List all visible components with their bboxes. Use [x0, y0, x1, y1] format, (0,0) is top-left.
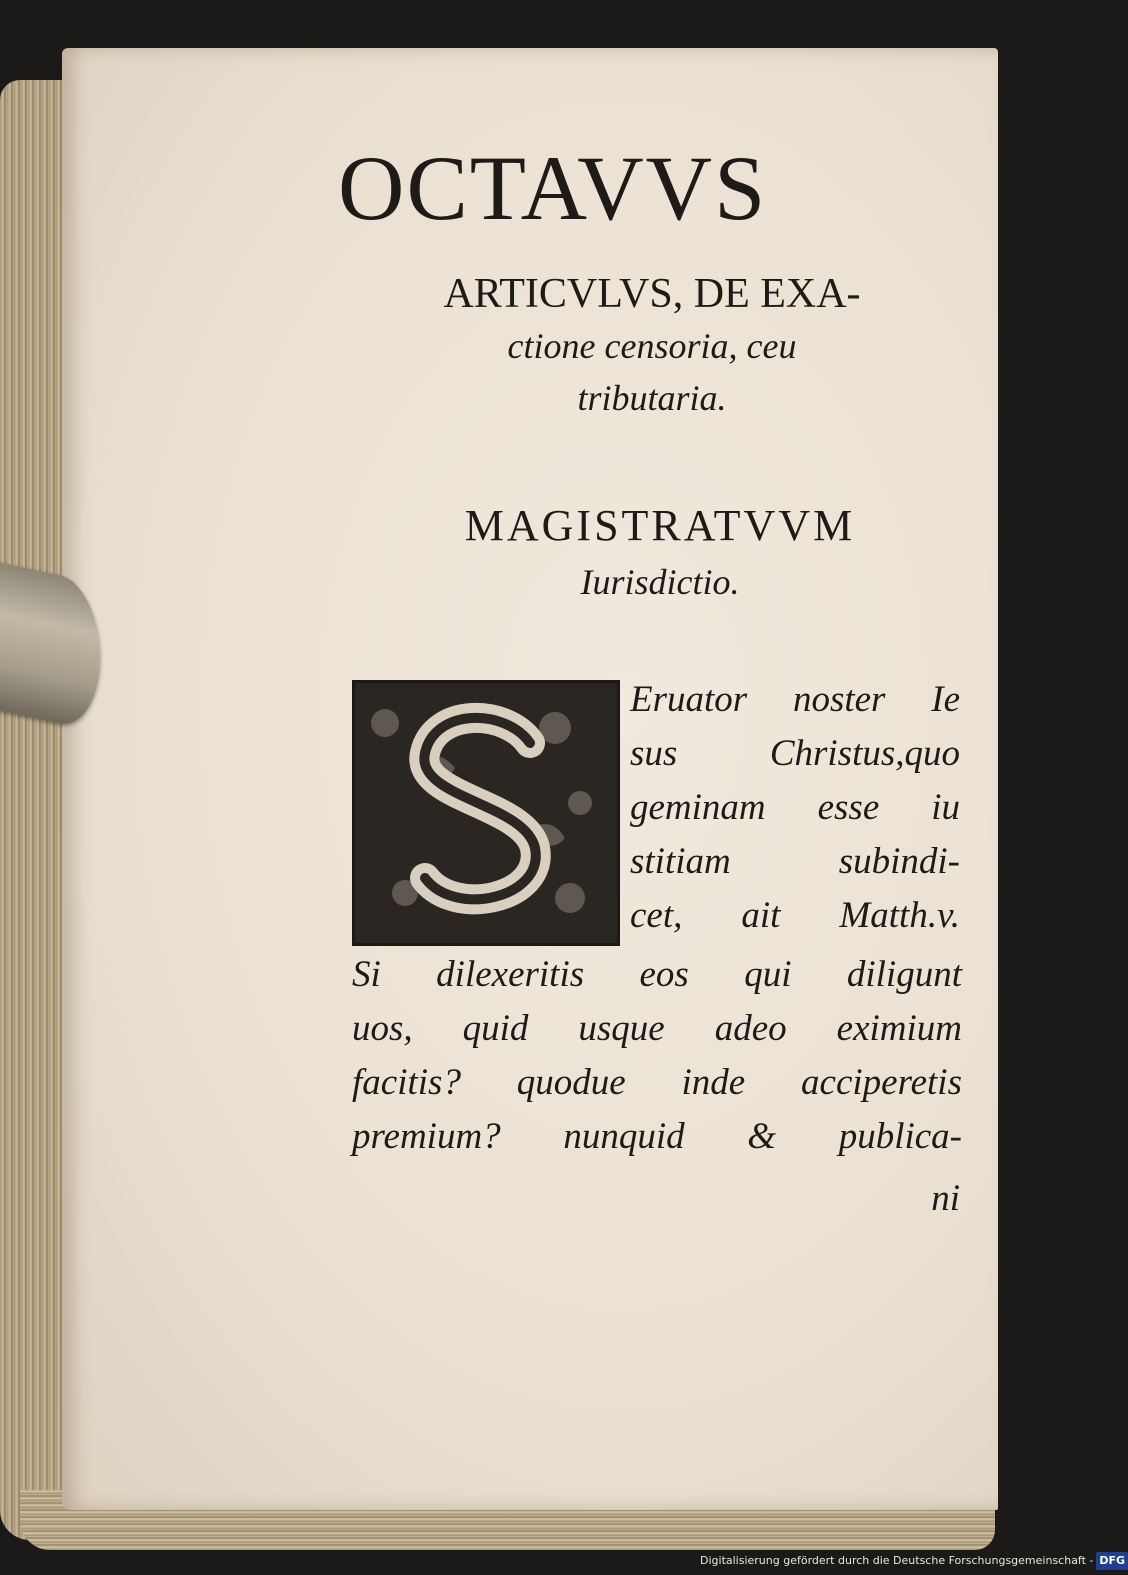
- body-line: sus Christus,quo: [630, 733, 960, 774]
- chapter-heading: [342, 268, 962, 424]
- body-line: premium? nunquid & publica-: [352, 1116, 962, 1157]
- body-text-full-width: [352, 948, 962, 1164]
- body-text-beside-initial: [630, 673, 960, 943]
- body-line: cet, ait Matth.v.: [630, 895, 960, 936]
- initial-woodcut: [355, 683, 617, 943]
- body-line: Eruator noster Ie: [630, 679, 960, 720]
- heading-line-2: ctione censoria, ceu: [507, 326, 797, 366]
- body-line: geminam esse iu: [630, 787, 960, 828]
- body-line: stitiam subindi-: [630, 841, 960, 882]
- section-heading-line-2: Iurisdictio.: [580, 562, 740, 602]
- body-line: uos, quid usque adeo eximium: [352, 1008, 962, 1049]
- page-title: OCTAVVS: [338, 137, 768, 239]
- catchword: ni: [931, 1178, 960, 1219]
- dfg-logo: DFG: [1096, 1552, 1128, 1570]
- section-heading-line-1: MAGISTRATVVM: [464, 501, 856, 550]
- heading-line-1: ARTICVLVS, DE EXA-: [443, 271, 861, 317]
- body-line: facitis? quodue inde acciperetis: [352, 1062, 962, 1103]
- digitization-credit: [700, 1552, 1126, 1570]
- decorated-initial: [352, 680, 620, 946]
- credit-text: Digitalisierung gefördert durch die Deutsche Forschungsgemeinschaft -: [700, 1554, 1094, 1567]
- section-heading: [380, 498, 940, 610]
- heading-line-3: tributaria.: [577, 378, 727, 418]
- initial-letter: S: [605, 933, 606, 934]
- body-line: Si dilexeritis eos qui diligunt: [352, 954, 962, 995]
